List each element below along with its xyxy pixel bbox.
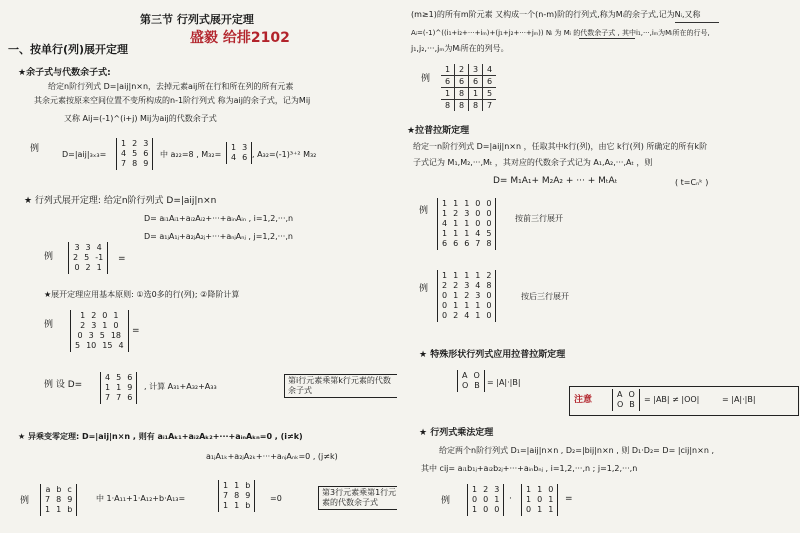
grid-cell: 1 [444, 65, 451, 74]
grid-cell: 8 [441, 100, 455, 112]
matrix-cell: 5 [75, 341, 81, 350]
gridex-table [441, 64, 496, 111]
matrix-cell: 8 [486, 239, 492, 248]
s7-p2: 其中 cij= aᵢ₁b₁ⱼ+aᵢ₂b₂ⱼ+···+aᵢₙbₙⱼ , i=1,2,···,n ; j=1,2,···,n [421, 464, 638, 473]
matrix-cell: 4 [442, 219, 448, 228]
matrix-row [442, 219, 491, 229]
matrix-row [442, 281, 491, 291]
matrix-cell: 6 [143, 149, 149, 158]
grid-cell: 7 [483, 100, 497, 112]
matrix-cell: 4 [118, 341, 124, 350]
matrix-cell: 3 [143, 139, 149, 148]
s2-formula-col: D= a₁ⱼA₁ⱼ+a₂ⱼA₂ⱼ+···+aₙⱼAₙⱼ , j=1,2,···,n [144, 232, 293, 241]
top-line-1: (m≥1)的所有m阶元素 又构成一个(n-m)阶的行列式,称为Mᵢ的余子式,记为Nᵢ,又称 [411, 10, 701, 19]
caution-mid: = |AB| ≠ |OO| [644, 395, 700, 404]
matrix-cell: 4 [475, 229, 481, 238]
ex1-a32: , A₃₂=(-1)³⁺² M₃₂ [252, 150, 317, 159]
matrix-row [45, 495, 72, 505]
s5-t: ( t=Cₙᵏ ) [675, 178, 709, 187]
ex4-label: 例 设 D= [44, 380, 83, 390]
matrix-cell: B [629, 400, 635, 409]
matrix-row [472, 495, 499, 505]
matrix-cell: 1 [442, 229, 448, 238]
matrix-cell: 1 [475, 301, 481, 310]
matrix-cell: A [617, 390, 623, 399]
matrix-cell: 0 [442, 301, 448, 310]
matrix-cell: 9 [67, 495, 73, 504]
matrix-cell: 9 [245, 491, 251, 500]
matrix-cell: 1 [453, 229, 459, 238]
matrix-row [45, 505, 72, 515]
matrix-cell: 1 [464, 199, 470, 208]
matrix-cell: 1 [526, 485, 532, 494]
caution-box [569, 386, 799, 416]
s1-1-p1: 给定n阶行列式 D=|aij|n×n，去掉元素aij所在行和所在列的所有元素 [48, 82, 294, 91]
matrix-cell: 2 [486, 271, 492, 280]
matrix-cell: 4 [475, 281, 481, 290]
matrix-row [73, 263, 103, 273]
ex7-note: 按后三行展开 [521, 292, 569, 301]
underline-minor [675, 22, 719, 23]
s5-p1: 给定一n阶行列式 D=|aij|n×n ，任取其中k行(列)，由它 k行(列) 所确定的所有k阶 [413, 142, 708, 151]
matrix-cell: 3 [242, 143, 248, 152]
matrix-cell: 8 [234, 491, 240, 500]
matrix-cell: 0 [486, 311, 492, 320]
matrix-row [121, 149, 148, 159]
ex6-label: 例 [419, 206, 429, 216]
ex7-label: 例 [419, 284, 429, 294]
matrix-row [75, 311, 124, 321]
ex4-calc: , 计算 A₃₁+A₃₂+A₃₃ [144, 382, 217, 391]
matrix-cell: 1 [442, 209, 448, 218]
matrix-row [442, 291, 491, 301]
matrix-cell: 0 [483, 495, 489, 504]
matrix-cell: 1 [223, 501, 229, 510]
s5-formula: D= M₁A₁+ M₂A₂ + ··· + MₜAₜ [493, 176, 618, 186]
matrix-cell: 0 [537, 495, 543, 504]
matrix-cell: a [45, 485, 51, 494]
matrix-cell: 0 [74, 263, 80, 272]
grid-cell: 2 [455, 64, 469, 76]
matrix-row [442, 199, 491, 209]
matrix-row [121, 139, 148, 149]
s6-heading: ★ 特殊形状行列式应用拉普拉斯定理 [419, 350, 566, 360]
matrix-cell: 0 [102, 311, 108, 320]
matrix-cell: 1 [475, 271, 481, 280]
matrix-cell: 2 [453, 281, 459, 290]
grid-row [441, 100, 496, 112]
matrix-row [462, 381, 480, 391]
matrix-row [472, 505, 499, 515]
ex8-matrix-2 [521, 484, 558, 516]
matrix-cell: c [67, 485, 72, 494]
ex4-note-box: 第i行元素乘第k行元素的代数余子式 [284, 374, 400, 398]
matrix-cell: 0 [486, 209, 492, 218]
matrix-row [105, 373, 132, 383]
top-line-3: j₁,j₂,···,jₘ为Mᵢ所在的列号。 [411, 44, 509, 53]
matrix-cell: 1 [453, 219, 459, 228]
matrix-cell: 2 [91, 311, 97, 320]
matrix-cell: 1 [102, 321, 108, 330]
matrix-cell: 2 [85, 263, 91, 272]
matrix-cell: O [462, 381, 469, 390]
matrix-cell: 1 [234, 481, 240, 490]
matrix-cell: 8 [56, 495, 62, 504]
ex2-matrix [68, 242, 108, 274]
matrix-cell: 3 [88, 331, 94, 340]
matrix-cell: 5 [116, 373, 122, 382]
grid-cell: 6 [455, 76, 469, 88]
s4-heading: ★ 异乘变零定理: D=|aij|n×n , 则有 aᵢ₁Aₖ₁+aᵢ₂Aₖ₂+···+aᵢₙAₖₙ=0 , (i≠k) [18, 432, 303, 441]
matrix-row [121, 159, 148, 169]
s4-formula-col: a₁ⱼA₁ₖ+a₂ⱼA₂ₖ+···+aₙⱼAₙₖ=0 , (j≠k) [206, 452, 338, 461]
matrix-cell: 1 [96, 263, 102, 272]
s5-p2: 子式记为 M₁,M₂,···,Mₜ ，其对应的代数余子式记为 A₁,A₂,···,Aₜ ，则 [413, 158, 653, 167]
matrix-cell: O [628, 390, 635, 399]
ex3-eq: = [132, 326, 140, 336]
matrix-cell: 2 [132, 139, 138, 148]
matrix-cell: 4 [96, 243, 102, 252]
ex8-label: 例 [441, 496, 451, 506]
matrix-cell: 0 [77, 331, 83, 340]
grid-cell: 8 [455, 100, 469, 112]
matrix-cell: 3 [464, 281, 470, 290]
matrix-cell: b [245, 481, 251, 490]
matrix-cell: 0 [486, 219, 492, 228]
matrix-cell: 1 [548, 505, 554, 514]
grid-cell: 5 [483, 88, 497, 100]
matrix-cell: 4 [121, 149, 127, 158]
matrix-cell: 2 [483, 485, 489, 494]
grid-row [441, 76, 496, 88]
matrix-cell: 0 [486, 301, 492, 310]
matrix-row [442, 229, 491, 239]
matrix-cell: b [67, 505, 73, 514]
ex1-matrix [116, 138, 153, 170]
grid-cell: 6 [483, 76, 497, 88]
matrix-cell: 0 [442, 311, 448, 320]
matrix-cell: 15 [102, 341, 113, 350]
matrix-cell: 8 [132, 159, 138, 168]
s1-1-p2: 其余元素按原来空间位置不变所构成的n-1阶行列式 称为aij的余子式，记为Mij [34, 96, 311, 105]
matrix-cell: 0 [475, 219, 481, 228]
matrix-cell: 1 [234, 501, 240, 510]
matrix-cell: 3 [475, 291, 481, 300]
matrix-cell: 1 [494, 495, 500, 504]
matrix-cell: 7 [223, 491, 229, 500]
matrix-cell: O [473, 371, 480, 380]
grid-cell: 4 [483, 64, 497, 76]
s1-heading: 一、按单行(列)展开定理 [8, 43, 129, 56]
matrix-cell: B [474, 381, 480, 390]
caution-label: 注意 [574, 395, 593, 405]
ex5-matrix [40, 484, 77, 516]
matrix-cell: 1 [472, 505, 478, 514]
matrix-cell: 3 [85, 243, 91, 252]
matrix-cell: 3 [464, 209, 470, 218]
s2-heading: ★ 行列式展开定理: 给定n阶行列式 D=|aij|n×n [24, 196, 217, 206]
matrix-cell: 1 [116, 383, 122, 392]
gridex-label: 例 [421, 74, 431, 84]
matrix-cell: 1 [472, 485, 478, 494]
ex3-matrix [70, 310, 129, 352]
s7-heading: ★ 行列式乘法定理 [419, 428, 494, 438]
matrix-cell: 1 [475, 311, 481, 320]
right-page [397, 0, 800, 533]
ex5-eq: =0 [270, 494, 282, 503]
matrix-cell: 0 [494, 505, 500, 514]
ex7-matrix [437, 270, 496, 322]
top-line-2: Aᵢ=(-1)^((i₁+i₂+···+iₘ)+(j₁+j₂+···+jₘ)) Nᵢ 为 Mᵢ 的代数余子式 , 其中i₁,···,iₘ为Mᵢ所在的行号, [411, 29, 710, 37]
grid-cell: 6 [441, 76, 455, 88]
ex1-lhs: D=|aij|₃ₓ₃= [62, 150, 107, 159]
matrix-cell: 6 [453, 239, 459, 248]
matrix-row [526, 485, 553, 495]
matrix-cell: 5 [84, 253, 90, 262]
ex5-label: 例 [20, 496, 30, 506]
caution-end: = |A|·|B| [722, 395, 756, 404]
matrix-cell: 4 [231, 153, 237, 162]
matrix-cell: 3 [74, 243, 80, 252]
matrix-row [73, 253, 103, 263]
matrix-cell: 0 [113, 321, 119, 330]
matrix-row [442, 301, 491, 311]
matrix-cell: 0 [486, 199, 492, 208]
matrix-cell: 7 [121, 159, 127, 168]
ex8-matrix-1 [467, 484, 504, 516]
matrix-cell: 8 [486, 281, 492, 290]
s6-matrix [457, 370, 485, 392]
matrix-row [105, 393, 132, 403]
matrix-cell: 1 [121, 139, 127, 148]
matrix-cell: 1 [80, 311, 86, 320]
matrix-cell: 9 [127, 383, 133, 392]
matrix-row [472, 485, 499, 495]
matrix-cell: 0 [548, 485, 554, 494]
underline-cofactor [579, 38, 635, 39]
matrix-cell: 2 [453, 209, 459, 218]
matrix-row [105, 383, 132, 393]
matrix-row [75, 341, 124, 351]
matrix-cell: 1 [464, 271, 470, 280]
matrix-cell: 1 [453, 199, 459, 208]
ex1-label: 例 [30, 144, 40, 154]
matrix-cell: 1 [453, 301, 459, 310]
matrix-cell: 1 [537, 485, 543, 494]
ex8-eq: = [565, 494, 573, 504]
matrix-cell: 3 [91, 321, 97, 330]
matrix-cell: 0 [526, 505, 532, 514]
matrix-cell: 1 [45, 505, 51, 514]
matrix-cell: 2 [442, 281, 448, 290]
matrix-cell: 1 [537, 505, 543, 514]
matrix-row [442, 311, 491, 321]
matrix-cell: 1 [548, 495, 554, 504]
matrix-row [617, 390, 635, 400]
grid-row [441, 88, 496, 100]
matrix-cell: 7 [45, 495, 51, 504]
grid-cell: 3 [469, 64, 483, 76]
s2-formula-row: D= aᵢ₁Aᵢ₁+aᵢ₂Aᵢ₂+···+aᵢₙAᵢₙ , i=1,2,···,n [144, 214, 294, 223]
matrix-cell: 4 [464, 311, 470, 320]
matrix-cell: 0 [483, 505, 489, 514]
s1-1-p3: 又称 Aij=(-1)^(i+j) Mij为aij的代数余子式 [64, 114, 217, 123]
matrix-cell: 1 [113, 311, 119, 320]
matrix-cell: 1 [464, 219, 470, 228]
matrix-cell: 4 [105, 373, 111, 382]
matrix-row [45, 485, 72, 495]
matrix-cell: 5 [99, 331, 105, 340]
matrix-row [75, 331, 124, 341]
matrix-row [223, 481, 250, 491]
matrix-cell: 18 [110, 331, 122, 340]
grid-cell: 8 [469, 100, 483, 112]
ex2-eq: = [118, 254, 126, 264]
handwritten-name: 盛毅 给排2102 [190, 30, 290, 46]
matrix-cell: 2 [73, 253, 79, 262]
matrix-cell: 6 [442, 239, 448, 248]
matrix-row [526, 505, 553, 515]
grid-row [441, 64, 496, 76]
s5-heading: ★拉普拉斯定理 [407, 126, 470, 136]
matrix-row [617, 400, 635, 410]
matrix-cell: 10 [86, 341, 97, 350]
section-title: 第三节 行列式展开定理 [140, 13, 254, 26]
matrix-cell: 6 [127, 373, 133, 382]
matrix-cell: 0 [472, 495, 478, 504]
matrix-cell: 1 [453, 291, 459, 300]
matrix-cell: 9 [143, 159, 149, 168]
ex1-rest: 中 a₂₂=8 , M₃₂= [160, 150, 222, 159]
matrix-cell: 1 [464, 301, 470, 310]
matrix-row [231, 153, 247, 163]
ex5-note-box: 第3行元素乘第1行元素的代数余子式 [318, 486, 402, 510]
ex6-note: 按前三行展开 [515, 214, 563, 223]
ex2-label: 例 [44, 252, 54, 262]
s1-1-heading: ★余子式与代数余子式: [18, 68, 111, 78]
matrix-cell: 1 [453, 271, 459, 280]
matrix-cell: 5 [132, 149, 138, 158]
matrix-cell: 1 [231, 143, 237, 152]
matrix-cell: 7 [105, 393, 111, 402]
matrix-cell: 0 [442, 291, 448, 300]
caution-matrix [612, 389, 640, 411]
ex1-m32-matrix [226, 142, 252, 164]
matrix-cell: -1 [95, 253, 104, 262]
matrix-cell: 2 [453, 311, 459, 320]
matrix-cell: 0 [475, 209, 481, 218]
matrix-row [223, 501, 250, 511]
grid-cell: 1 [441, 88, 455, 100]
ex4-matrix [100, 372, 137, 404]
matrix-cell: b [56, 485, 62, 494]
matrix-row [442, 239, 491, 249]
matrix-cell: b [245, 501, 251, 510]
ex5-matrix2 [218, 480, 255, 512]
matrix-row [73, 243, 103, 253]
ex5-mid: 中 1·A₁₁+1·A₁₂+b·A₁₃= [96, 494, 186, 503]
matrix-row [442, 209, 491, 219]
matrix-cell: 1 [442, 271, 448, 280]
matrix-cell: 0 [486, 291, 492, 300]
matrix-row [75, 321, 124, 331]
grid-cell: 1 [469, 88, 483, 100]
matrix-cell: 7 [116, 393, 122, 402]
matrix-cell: 6 [242, 153, 248, 162]
matrix-cell: 1 [526, 495, 532, 504]
matrix-cell: 3 [494, 485, 500, 494]
matrix-row [223, 491, 250, 501]
matrix-cell: 7 [475, 239, 481, 248]
matrix-row [462, 371, 480, 381]
ex8-dot: · [509, 494, 512, 504]
s3-note: ★展开定理应用基本原则: ①选0多的行(列); ②降阶计算 [44, 290, 240, 299]
ex3-label: 例 [44, 320, 54, 330]
s6-eq: = |A|·|B| [487, 378, 521, 387]
s7-p1: 给定两个n阶行列式 D₁=|aij|n×n , D₂=|bij|n×n , 则 D₁·D₂= D= |cij|n×n , [439, 446, 714, 455]
grid-cell: 6 [469, 76, 483, 88]
matrix-row [442, 271, 491, 281]
matrix-cell: 1 [56, 505, 62, 514]
matrix-cell: 0 [475, 199, 481, 208]
matrix-cell: 2 [464, 291, 470, 300]
grid-cell: 8 [455, 88, 469, 100]
matrix-cell: O [617, 400, 624, 409]
matrix-row [231, 143, 247, 153]
matrix-cell: 6 [127, 393, 133, 402]
ex6-matrix [437, 198, 496, 250]
matrix-cell: 1 [105, 383, 111, 392]
matrix-cell: 2 [80, 321, 86, 330]
matrix-cell: 1 [464, 229, 470, 238]
matrix-cell: A [462, 371, 468, 380]
matrix-cell: 5 [486, 229, 492, 238]
matrix-row [526, 495, 553, 505]
matrix-cell: 1 [223, 481, 229, 490]
matrix-cell: 6 [464, 239, 470, 248]
matrix-cell: 1 [442, 199, 448, 208]
